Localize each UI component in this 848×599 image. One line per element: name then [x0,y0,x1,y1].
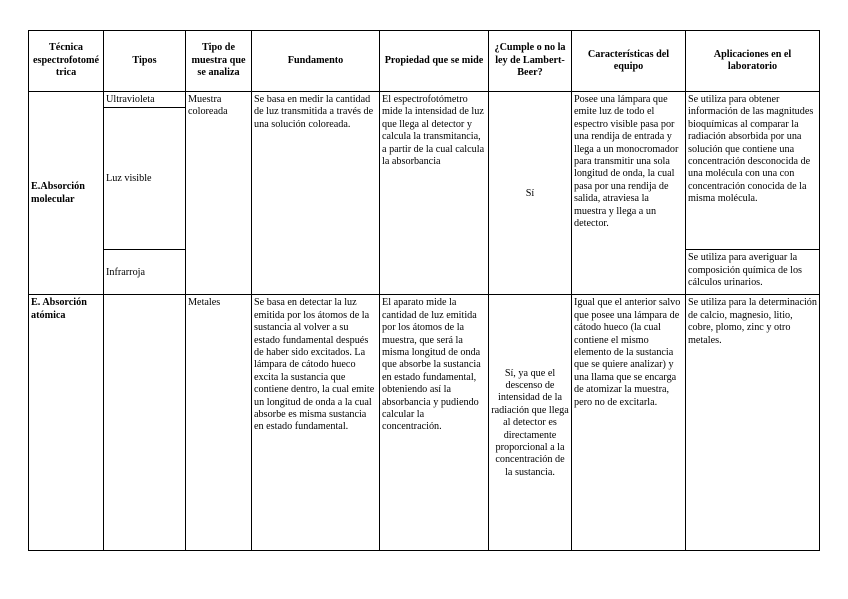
molecular-aplicacion-2: Se utiliza para averiguar la composición química de los cálculos urinarios. [686,250,820,295]
molecular-lambert-beer: Sí [489,92,572,295]
molecular-muestra: Muestra coloreada [186,92,252,295]
header-fundamento: Fundamento [252,31,380,92]
tipo-infrarroja: Infrarroja [104,250,186,295]
atomica-fundamento: Se basa en detectar la luz emitida por los átomos de la sustancia al volver a su estado fundamental después de haber sido excitados. La lámpara de cátodo hueco excita la sustancia que contiene dentro, la cual emite un longitud de onda a la cual absorbe es misma sustancia en estado fundamental. [252,295,380,551]
molecular-fundamento: Se basa en medir la cantidad de luz transmitida a través de una solución coloreada. [252,92,380,295]
atomica-aplicaciones: Se utiliza para la determinación de calcio, magnesio, litio, cobre, plomo, zinc y otro metales. [686,295,820,551]
atomica-muestra: Metales [186,295,252,551]
molecular-tecnica: E.Absorción molecular [29,92,104,295]
molecular-propiedad: El espectrofotómetro mide la intensidad de luz que llega al detector y calcula la transmitancia, a partir de la cual calcula la absorbancia [380,92,489,295]
atomica-tipo [104,295,186,551]
table-row [29,295,820,551]
table-row [29,92,820,108]
atomica-tecnica: E. Absorción atómica [29,295,104,551]
header-row [29,31,820,92]
tipo-ultravioleta: Ultravioleta [104,92,186,108]
spectrophotometry-table [28,30,820,551]
molecular-caracteristicas: Posee una lámpara que emite luz de todo el espectro visible pasa por una rendija de entrada y llega a un monocromador para transmitir una sola longitud de onda, la cual pasa por una rendija de salida, atraviesa la muestra y llega a un detector. [572,92,686,295]
header-caracteristicas: Características del equipo [572,31,686,92]
header-tecnica: Técnica espectrofotométrica [29,31,104,92]
tipo-luz-visible: Luz visible [104,108,186,250]
atomica-caracteristicas: Igual que el anterior salvo que posee una lámpara de cátodo hueco (la cual contiene el mismo elemento de la sustancia que se quiere analizar) y una llama que se encarga de atomizar la muestra, pero no de excitarla. [572,295,686,551]
atomica-lambert-beer: Sí, ya que el descenso de intensidad de la radiación que llega al detector es directamente proporcional a la concentración de la sustancia. [489,295,572,551]
header-propiedad: Propiedad que se mide [380,31,489,92]
header-lambert-beer: ¿Cumple o no la ley de Lambert-Beer? [489,31,572,92]
header-tipo-muestra: Tipo de muestra que se analiza [186,31,252,92]
molecular-aplicacion-1: Se utiliza para obtener información de las magnitudes bioquímicas al comparar la radiación absorbida por una solución que contiene una concentración desconocida de una molécula con una con concentración conocida de la misma molécula. [686,92,820,250]
header-tipos: Tipos [104,31,186,92]
atomica-propiedad: El aparato mide la cantidad de luz emitida por los átomos de la muestra, que será la misma longitud de onda que absorbe la sustancia en estado fundamental, obteniendo así la absorbancia y pudiendo calcular la concentración. [380,295,489,551]
header-aplicaciones: Aplicaciones en el laboratorio [686,31,820,92]
